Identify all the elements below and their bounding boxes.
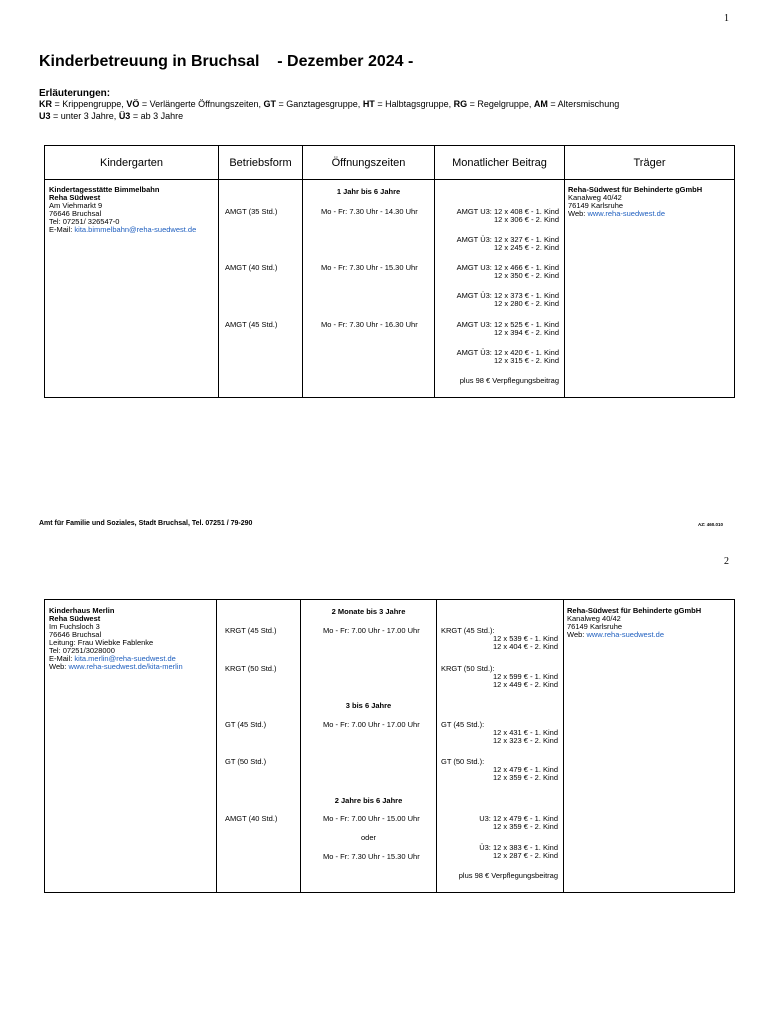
kita-name: Kindertagesstätte Bimmelbahn xyxy=(49,185,160,194)
betriebsform-cell xyxy=(217,600,301,893)
fee-line: 12 x 287 € - 2. Kind xyxy=(492,851,558,860)
table-row xyxy=(45,600,735,893)
kindergarten-cell xyxy=(45,600,217,893)
fee-line: 12 x 245 € - 2. Kind xyxy=(493,243,559,252)
fee-line: 12 x 359 € - 2. Kind xyxy=(492,773,558,782)
hours-text: Mo - Fr: 7.30 Uhr - 15.30 Uhr xyxy=(323,852,420,861)
header-kindergarten: Kindergarten xyxy=(45,146,219,180)
kita-web-line xyxy=(49,663,183,671)
table-row xyxy=(45,180,735,398)
fee-line: 12 x 315 € - 2. Kind xyxy=(493,356,559,365)
fee-line: 12 x 431 € - 1. Kind xyxy=(492,728,558,737)
legend-text: = Verlängerte Öffnungszeiten, xyxy=(139,99,264,109)
footer-reference: AZ: 460.010 xyxy=(698,522,724,527)
legend-text: = Altersmischung xyxy=(547,99,620,109)
kita-street: Im Fuchsloch 3 xyxy=(49,622,100,631)
legend-abbr: KR xyxy=(39,99,52,109)
form-label: AMGT (35 Std.) xyxy=(225,207,278,216)
legend-text: = unter 3 Jahre, xyxy=(50,111,119,121)
legend-abbr: AM xyxy=(533,99,548,109)
fee-line: AMGT U3: 12 x 525 € - 1. Kind xyxy=(456,320,559,329)
hours-text: Mo - Fr: 7.00 Uhr - 15.00 Uhr xyxy=(323,814,420,823)
traeger-cell xyxy=(565,180,735,398)
kita-phone: Tel: 07251/3028000 xyxy=(49,646,115,655)
age-heading: 2 Jahre bis 6 Jahre xyxy=(334,796,403,805)
kita-email-line xyxy=(49,226,196,234)
traeger-street: Kanalweg 40/42 xyxy=(568,193,622,202)
form-label: GT (50 Std.) xyxy=(225,757,267,766)
legend-text: = Halbtagsgruppe, xyxy=(374,99,454,109)
traeger-web-line xyxy=(567,631,664,639)
email-label: E-Mail: xyxy=(49,654,75,663)
kita-table-page2 xyxy=(44,599,735,893)
page-number: 2 xyxy=(724,556,729,567)
kita-street: Am Viehmarkt 9 xyxy=(49,201,103,210)
header-beitrag: Monatlicher Beitrag xyxy=(435,146,565,180)
kita-operator: Reha Südwest xyxy=(49,193,101,202)
fee-line: 12 x 350 € - 2. Kind xyxy=(493,271,559,280)
email-link[interactable]: kita.merlin@reha-suedwest.de xyxy=(74,654,176,663)
web-link[interactable]: www.reha-suedwest.de/kita-merlin xyxy=(68,662,183,671)
hours-text: Mo - Fr: 7.00 Uhr - 17.00 Uhr xyxy=(323,626,420,635)
header-betriebsform: Betriebsform xyxy=(219,146,303,180)
legend-abbr: U3 xyxy=(39,111,51,121)
header-traeger: Träger xyxy=(565,146,735,180)
legend-text: = ab 3 Jahre xyxy=(130,111,184,121)
page-number: 1 xyxy=(724,13,729,24)
legend-line-1 xyxy=(39,99,619,109)
traeger-web-line xyxy=(568,210,665,218)
email-label: E-Mail: xyxy=(49,225,75,234)
traeger-street: Kanalweg 40/42 xyxy=(567,614,621,623)
web-link[interactable]: www.reha-suedwest.de xyxy=(586,630,664,639)
meal-fee: plus 98 € Verpflegungsbeitrag xyxy=(458,871,558,880)
legend-text: = Regelgruppe, xyxy=(467,99,534,109)
traeger-name: Reha-Südwest für Behinderte gGmbH xyxy=(568,185,703,194)
email-link[interactable]: kita.bimmelbahn@reha-suedwest.de xyxy=(74,225,197,234)
web-label: Web: xyxy=(568,209,588,218)
hours-text: Mo - Fr: 7.30 Uhr - 14.30 Uhr xyxy=(321,207,418,216)
legend-abbr: VÖ xyxy=(126,99,140,109)
fee-line: 12 x 359 € - 2. Kind xyxy=(492,822,558,831)
fee-line: 12 x 394 € - 2. Kind xyxy=(493,328,559,337)
hours-or: oder xyxy=(360,833,376,842)
fee-line: AMGT Ü3: 12 x 420 € - 1. Kind xyxy=(456,348,559,357)
traeger-name: Reha-Südwest für Behinderte gGmbH xyxy=(567,606,702,615)
kindergarten-cell xyxy=(45,180,219,398)
kita-name: Kinderhaus Merlin xyxy=(49,606,115,615)
fee-line: 12 x 280 € - 2. Kind xyxy=(493,299,559,308)
beitrag-cell xyxy=(435,180,565,398)
legend-abbr: RG xyxy=(453,99,468,109)
fee-label: GT (45 Std.): xyxy=(441,720,485,729)
fee-line: Ü3: 12 x 383 € - 1. Kind xyxy=(479,843,558,852)
legend-abbr: HT xyxy=(362,99,375,109)
form-label: AMGT (40 Std.) xyxy=(225,263,278,272)
legend-abbr: Ü3 xyxy=(118,111,131,121)
beitrag-cell xyxy=(437,600,564,893)
age-heading: 3 bis 6 Jahre xyxy=(345,701,392,710)
betriebsform-cell xyxy=(219,180,303,398)
fee-line: AMGT Ü3: 12 x 373 € - 1. Kind xyxy=(456,291,559,300)
legend-text: = Ganztagesgruppe, xyxy=(276,99,363,109)
fee-line: 12 x 306 € - 2. Kind xyxy=(493,215,559,224)
hours-text: Mo - Fr: 7.00 Uhr - 17.00 Uhr xyxy=(323,720,420,729)
form-label: KRGT (45 Std.) xyxy=(225,626,277,635)
fee-line: 12 x 479 € - 1. Kind xyxy=(492,765,558,774)
fee-line: AMGT U3: 12 x 408 € - 1. Kind xyxy=(456,207,559,216)
oeffnungszeiten-cell xyxy=(303,180,435,398)
form-label: KRGT (50 Std.) xyxy=(225,664,277,673)
traeger-city: 76149 Karlsruhe xyxy=(567,622,623,631)
kita-city: 76646 Bruchsal xyxy=(49,209,102,218)
header-oeffnungszeiten: Öffnungszeiten xyxy=(303,146,435,180)
legend-line-2 xyxy=(39,111,183,121)
fee-line: 12 x 323 € - 2. Kind xyxy=(492,736,558,745)
fee-line: AMGT Ü3: 12 x 327 € - 1. Kind xyxy=(456,235,559,244)
fee-line: 12 x 539 € - 1. Kind xyxy=(492,634,558,643)
fee-line: 12 x 599 € - 1. Kind xyxy=(492,672,558,681)
hours-text: Mo - Fr: 7.30 Uhr - 15.30 Uhr xyxy=(321,263,418,272)
fee-line: 12 x 404 € - 2. Kind xyxy=(492,642,558,651)
fee-label: KRGT (50 Std.): xyxy=(441,664,495,673)
legend-abbr: GT xyxy=(263,99,276,109)
kita-city: 76646 Bruchsal xyxy=(49,630,102,639)
form-label: GT (45 Std.) xyxy=(225,720,267,729)
meal-fee: plus 98 € Verpflegungsbeitrag xyxy=(459,376,559,385)
fee-line: 12 x 449 € - 2. Kind xyxy=(492,680,558,689)
web-label: Web: xyxy=(567,630,587,639)
fee-line: AMGT U3: 12 x 466 € - 1. Kind xyxy=(456,263,559,272)
kita-lead: Leitung: Frau Wiebke Fablenke xyxy=(49,638,154,647)
traeger-cell xyxy=(564,600,735,893)
fee-label: GT (50 Std.): xyxy=(441,757,485,766)
age-heading: 1 Jahr bis 6 Jahre xyxy=(336,187,401,196)
oeffnungszeiten-cell xyxy=(301,600,437,893)
form-label: AMGT (45 Std.) xyxy=(225,320,278,329)
fee-line: U3: 12 x 479 € - 1. Kind xyxy=(479,814,558,823)
web-label: Web: xyxy=(49,662,69,671)
kita-operator: Reha Südwest xyxy=(49,614,101,623)
legend-text: = Krippengruppe, xyxy=(52,99,127,109)
hours-text: Mo - Fr: 7.30 Uhr - 16.30 Uhr xyxy=(321,320,418,329)
footer-office: Amt für Familie und Soziales, Stadt Bruchsal, Tel. 07251 / 79-290 xyxy=(39,520,253,527)
fee-label: KRGT (45 Std.): xyxy=(441,626,495,635)
form-label: AMGT (40 Std.) xyxy=(225,814,278,823)
traeger-city: 76149 Karlsruhe xyxy=(568,201,624,210)
kita-table-page1 xyxy=(44,145,735,398)
age-heading: 2 Monate bis 3 Jahre xyxy=(331,607,406,616)
kita-phone: Tel: 07251/ 326547-0 xyxy=(49,217,120,226)
web-link[interactable]: www.reha-suedwest.de xyxy=(587,209,665,218)
page-title: Kinderbetreuung in Bruchsal - Dezember 2024 - xyxy=(39,53,414,70)
legend-heading: Erläuterungen: xyxy=(39,88,111,99)
